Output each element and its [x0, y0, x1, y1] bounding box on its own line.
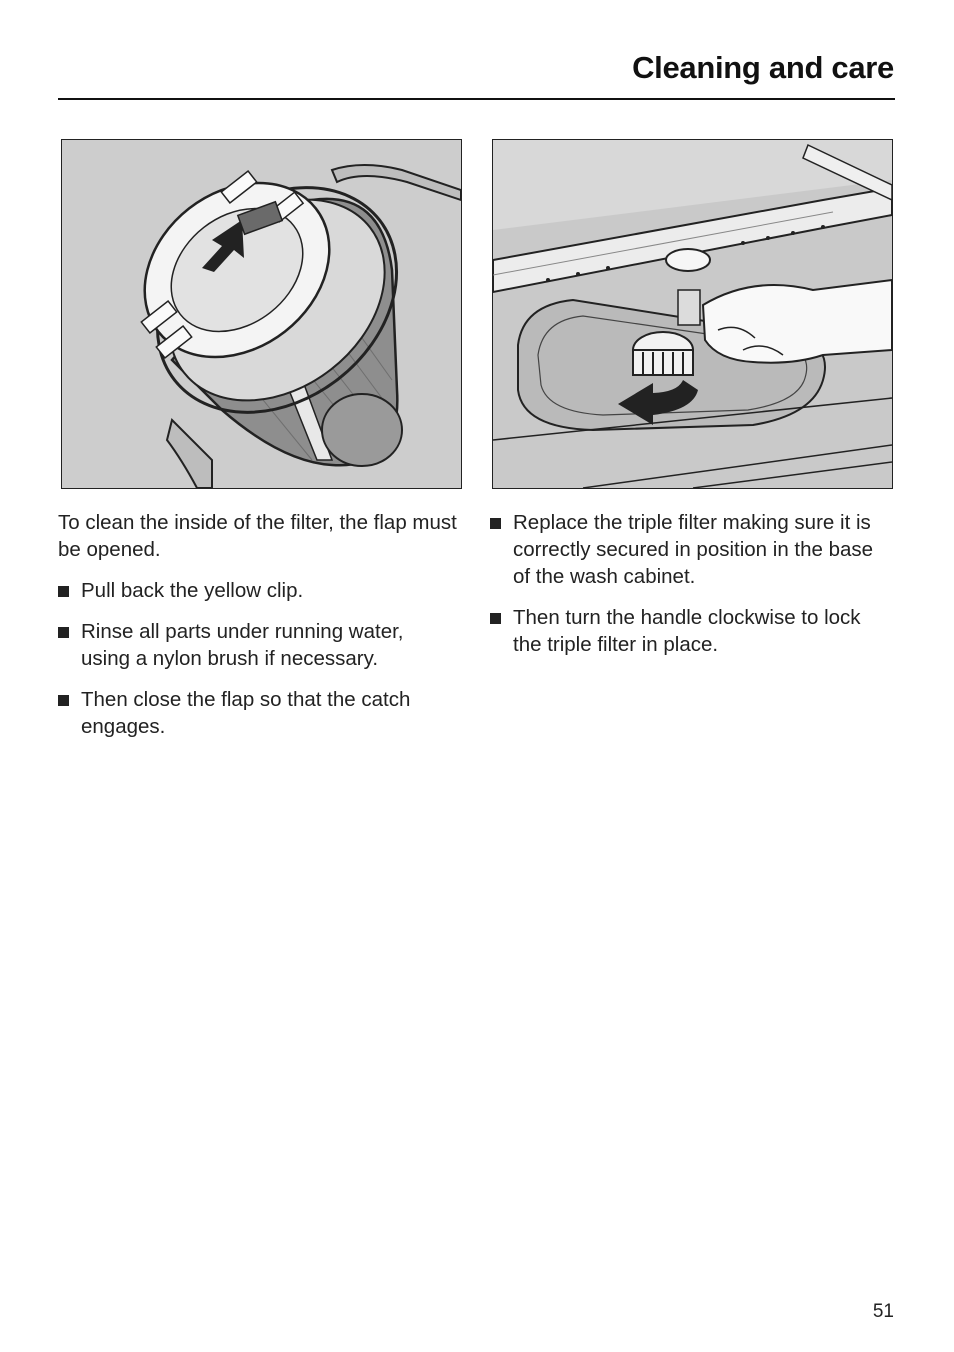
- list-item-text: Then turn the handle clockwise to lock the triple filter in place.: [513, 606, 861, 656]
- filter-flap-open-illustration-icon: [62, 140, 461, 488]
- intro-text: To clean the inside of the filter, the flap must be opened.: [58, 511, 457, 561]
- bullet-square-icon: [58, 695, 69, 706]
- bullet-square-icon: [58, 586, 69, 597]
- left-column: [58, 509, 458, 754]
- bullet-square-icon: [490, 518, 501, 529]
- filter-flap-illustration: [61, 139, 462, 489]
- left-bullet-list: [58, 577, 458, 740]
- list-item: [58, 686, 458, 740]
- list-item-text: Rinse all parts under running water, using a nylon brush if necessary.: [81, 620, 404, 670]
- list-item-text: Then close the flap so that the catch engages.: [81, 688, 411, 738]
- list-item-text: Pull back the yellow clip.: [81, 579, 304, 602]
- list-item: [58, 618, 458, 672]
- right-bullet-list: [490, 509, 890, 658]
- filter-turn-illustration: [492, 139, 893, 489]
- list-item: [490, 509, 890, 590]
- page-number: 51: [872, 1301, 894, 1322]
- right-column: [490, 509, 890, 672]
- page-title: Cleaning and care: [632, 50, 894, 85]
- list-item: [490, 604, 890, 658]
- bullet-square-icon: [58, 627, 69, 638]
- header-rule: [58, 98, 895, 100]
- filter-insert-turn-illustration-icon: [493, 140, 892, 488]
- bullet-square-icon: [490, 613, 501, 624]
- list-item-text: Replace the triple filter making sure it is correctly secured in position in the base of the wash cabinet.: [513, 511, 874, 588]
- list-item: [58, 577, 458, 604]
